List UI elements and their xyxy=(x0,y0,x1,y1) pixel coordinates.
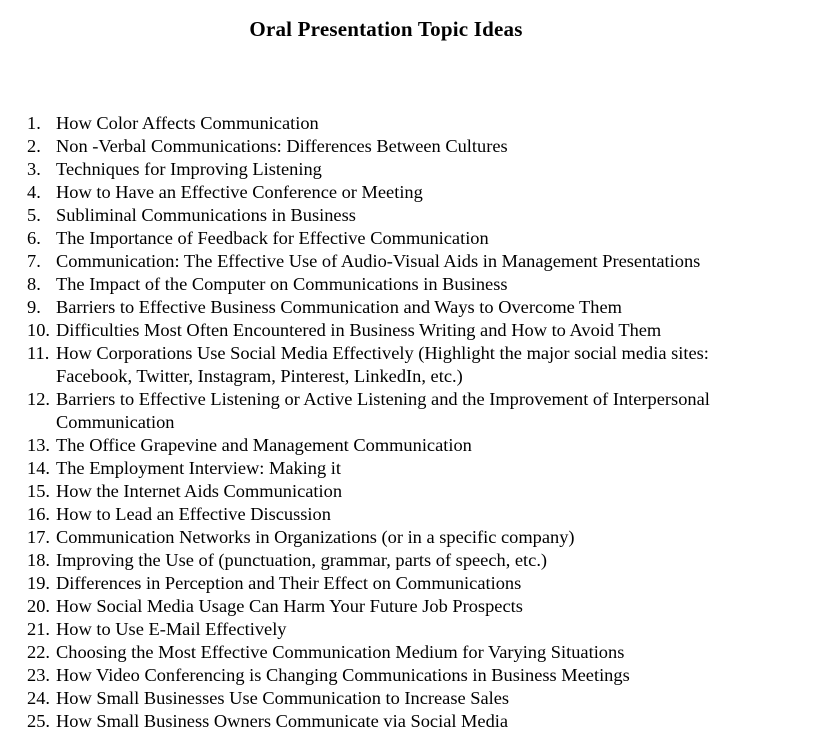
list-item xyxy=(27,480,710,503)
list-item-number: 4. xyxy=(27,182,41,202)
list-item-text: Communication: The Effective Use of Audio-Visual Aids in Management Presentations xyxy=(56,251,701,271)
list-item xyxy=(27,227,710,250)
list-item-text: The Impact of the Computer on Communications in Business xyxy=(56,274,508,294)
list-item-text: Improving the Use of (punctuation, grammar, parts of speech, etc.) xyxy=(56,550,548,570)
list-item-number: 21. xyxy=(27,619,50,639)
list-item-number: 5. xyxy=(27,205,41,225)
list-item-number: 10. xyxy=(27,320,50,340)
list-item xyxy=(27,549,710,572)
list-item-number xyxy=(27,365,56,388)
list-item xyxy=(27,204,710,227)
list-item xyxy=(27,641,710,664)
list-item-text: Communication xyxy=(56,412,175,432)
list-item xyxy=(27,273,710,296)
list-item-text: How Color Affects Communication xyxy=(56,113,319,133)
list-item xyxy=(27,526,710,549)
list-item-number xyxy=(27,411,56,434)
list-item-continuation xyxy=(27,365,710,388)
list-item xyxy=(27,181,710,204)
list-item-text: How Video Conferencing is Changing Communications in Business Meetings xyxy=(56,665,630,685)
list-item-text: Techniques for Improving Listening xyxy=(56,159,322,179)
list-item-text: How Social Media Usage Can Harm Your Future Job Prospects xyxy=(56,596,523,616)
topic-list xyxy=(27,112,710,733)
list-item-number: 3. xyxy=(27,159,41,179)
list-item-number: 16. xyxy=(27,504,50,524)
list-item-text: How Corporations Use Social Media Effectively (Highlight the major social media sites: xyxy=(56,343,709,363)
list-item-number: 11. xyxy=(27,343,50,363)
list-item-number: 20. xyxy=(27,596,50,616)
list-item-text: Differences in Perception and Their Effect on Communications xyxy=(56,573,522,593)
list-item-text: Barriers to Effective Business Communication and Ways to Overcome Them xyxy=(56,297,622,317)
list-item xyxy=(27,250,710,273)
list-item-text: Choosing the Most Effective Communication Medium for Varying Situations xyxy=(56,642,625,662)
list-item-number: 18. xyxy=(27,550,50,570)
list-item xyxy=(27,112,710,135)
list-item-number: 2. xyxy=(27,136,41,156)
list-item xyxy=(27,135,710,158)
list-item-continuation xyxy=(27,411,710,434)
list-item-text: Communication Networks in Organizations (or in a specific company) xyxy=(56,527,575,547)
list-item-number: 7. xyxy=(27,251,41,271)
list-item xyxy=(27,434,710,457)
list-item xyxy=(27,710,710,733)
list-item-number: 6. xyxy=(27,228,41,248)
list-item-number: 24. xyxy=(27,688,50,708)
page-title: Oral Presentation Topic Ideas xyxy=(249,17,523,41)
list-item xyxy=(27,319,710,342)
list-item-number: 8. xyxy=(27,274,41,294)
list-item-number: 12. xyxy=(27,389,50,409)
list-item xyxy=(27,664,710,687)
list-item-text: How Small Business Owners Communicate via Social Media xyxy=(56,711,509,731)
list-item-text: How to Lead an Effective Discussion xyxy=(56,504,331,524)
list-item xyxy=(27,618,710,641)
list-item-number: 14. xyxy=(27,458,50,478)
list-item-text: How to Have an Effective Conference or Meeting xyxy=(56,182,423,202)
list-item xyxy=(27,388,710,411)
list-item-text: Difficulties Most Often Encountered in Business Writing and How to Avoid Them xyxy=(56,320,662,340)
list-item xyxy=(27,457,710,480)
list-item xyxy=(27,572,710,595)
list-item xyxy=(27,503,710,526)
list-item-number: 25. xyxy=(27,711,50,731)
list-item xyxy=(27,342,710,365)
list-item-number: 17. xyxy=(27,527,50,547)
list-item-number: 15. xyxy=(27,481,50,501)
list-item xyxy=(27,296,710,319)
list-item-text: The Importance of Feedback for Effective Communication xyxy=(56,228,489,248)
list-item-text: Barriers to Effective Listening or Active Listening and the Improvement of Interpersonal xyxy=(56,389,710,409)
list-item-text: Subliminal Communications in Business xyxy=(56,205,356,225)
list-item-number: 19. xyxy=(27,573,50,593)
list-item-number: 9. xyxy=(27,297,41,317)
list-item xyxy=(27,687,710,710)
list-item-text: How the Internet Aids Communication xyxy=(56,481,343,501)
list-item-text: The Employment Interview: Making it xyxy=(56,458,341,478)
list-item-text: The Office Grapevine and Management Communication xyxy=(56,435,472,455)
list-item xyxy=(27,595,710,618)
list-item xyxy=(27,158,710,181)
list-item-text: Facebook, Twitter, Instagram, Pinterest, LinkedIn, etc.) xyxy=(56,366,463,386)
list-item-text: How to Use E-Mail Effectively xyxy=(56,619,287,639)
list-item-number: 1. xyxy=(27,113,41,133)
list-item-number: 23. xyxy=(27,665,50,685)
list-item-text: Non -Verbal Communications: Differences Between Cultures xyxy=(56,136,508,156)
list-item-text: How Small Businesses Use Communication to Increase Sales xyxy=(56,688,510,708)
list-item-number: 13. xyxy=(27,435,50,455)
list-item-number: 22. xyxy=(27,642,50,662)
